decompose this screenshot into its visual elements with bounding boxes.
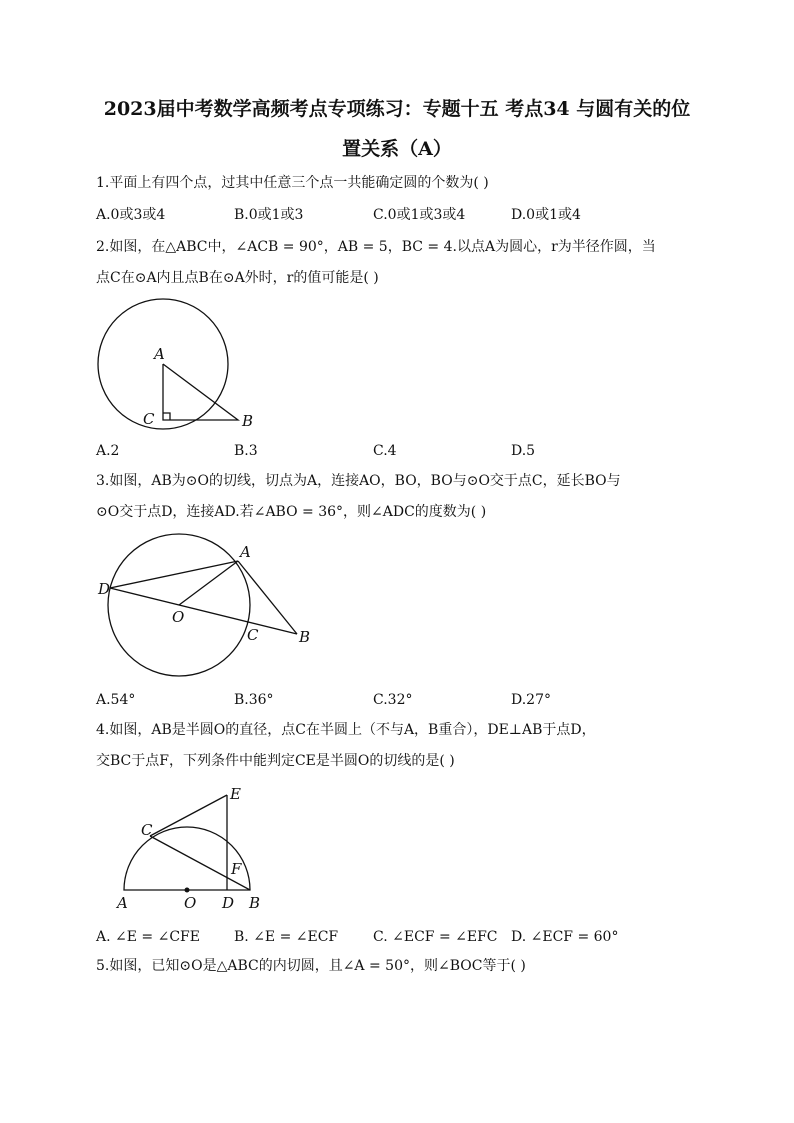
- q4-option-d: D. ∠ECF = 60°: [511, 929, 619, 945]
- q4-option-b: B. ∠E = ∠ECF: [234, 929, 339, 945]
- q3-line-ab: [238, 561, 297, 634]
- q4-option-a: A. ∠E = ∠CFE: [96, 929, 200, 945]
- q4-label-a: A: [117, 894, 128, 912]
- question-3-line-2: ⊙O交于点D，连接AD.若∠ABO = 36°，则∠ADC的度数为( ): [96, 504, 487, 520]
- question-3-line-1: 3.如图，AB为⊙O的切线，切点为A，连接AO，BO，BO与⊙O交于点C，延长BO与: [96, 473, 621, 489]
- question-1-text: 1.平面上有四个点，过其中任意三个点一共能确定圆的个数为( ): [96, 175, 489, 191]
- q4-option-c: C. ∠ECF = ∠EFC: [373, 929, 498, 945]
- q2-label-a: A: [154, 345, 165, 363]
- q2-option-c: C.4: [373, 443, 397, 459]
- q3-label-c: C: [247, 626, 259, 644]
- q4-label-d: D: [222, 894, 235, 912]
- q1-option-a: A.0或3或4: [96, 207, 166, 223]
- q3-option-d: D.27°: [511, 692, 551, 708]
- page-title-line-1: 2023届中考数学高频考点专项练习：专题十五 考点34 与圆有关的位: [103, 98, 691, 120]
- q3-option-b: B.36°: [234, 692, 274, 708]
- q3-label-a: A: [240, 543, 251, 561]
- q2-label-c: C: [143, 410, 155, 428]
- q2-triangle: [163, 364, 238, 420]
- q4-label-f: F: [231, 860, 242, 878]
- q4-line-ce: [150, 795, 227, 836]
- q2-option-a: A.2: [96, 443, 120, 459]
- q3-option-a: A.54°: [96, 692, 136, 708]
- q4-label-o: O: [184, 894, 197, 912]
- q1-option-c: C.0或1或3或4: [373, 207, 466, 223]
- question-4-line-1: 4.如图，AB是半圆O的直径，点C在半圆上（不与A，B重合），DE⊥AB于点D，: [96, 722, 596, 738]
- q3-label-d: D: [98, 580, 111, 598]
- q4-center-dot: [185, 888, 190, 893]
- q3-label-b: B: [299, 628, 311, 646]
- q3-line-da: [110, 561, 238, 588]
- q2-option-d: D.5: [511, 443, 536, 459]
- q2-option-b: B.3: [234, 443, 258, 459]
- q3-figure: [95, 528, 325, 688]
- q3-line-db: [110, 588, 297, 634]
- q4-figure: [110, 780, 280, 910]
- q4-label-e: E: [230, 785, 241, 803]
- q4-label-b: B: [249, 894, 261, 912]
- question-2-line-2: 点C在⊙A内且点B在⊙A外时，r的值可能是( ): [96, 270, 379, 286]
- question-4-line-2: 交BC于点F，下列条件中能判定CE是半圆O的切线的是( ): [96, 753, 455, 769]
- q1-option-d: D.0或1或4: [511, 207, 581, 223]
- question-2-line-1: 2.如图，在△ABC中，∠ACB = 90°，AB = 5，BC = 4.以点A为圆心，r为半径作圆，当: [96, 239, 656, 255]
- q2-label-b: B: [242, 412, 254, 430]
- q4-label-c: C: [141, 821, 153, 839]
- page-title-line-2: 置关系（A）: [342, 138, 452, 160]
- q2-right-angle-mark: [163, 413, 170, 420]
- q2-figure: [90, 296, 280, 436]
- q3-option-c: C.32°: [373, 692, 413, 708]
- q3-label-o: O: [172, 608, 185, 626]
- q1-option-b: B.0或1或3: [234, 207, 304, 223]
- question-5-text: 5.如图，已知⊙O是△ABC的内切圆，且∠A = 50°，则∠BOC等于( ): [96, 958, 526, 974]
